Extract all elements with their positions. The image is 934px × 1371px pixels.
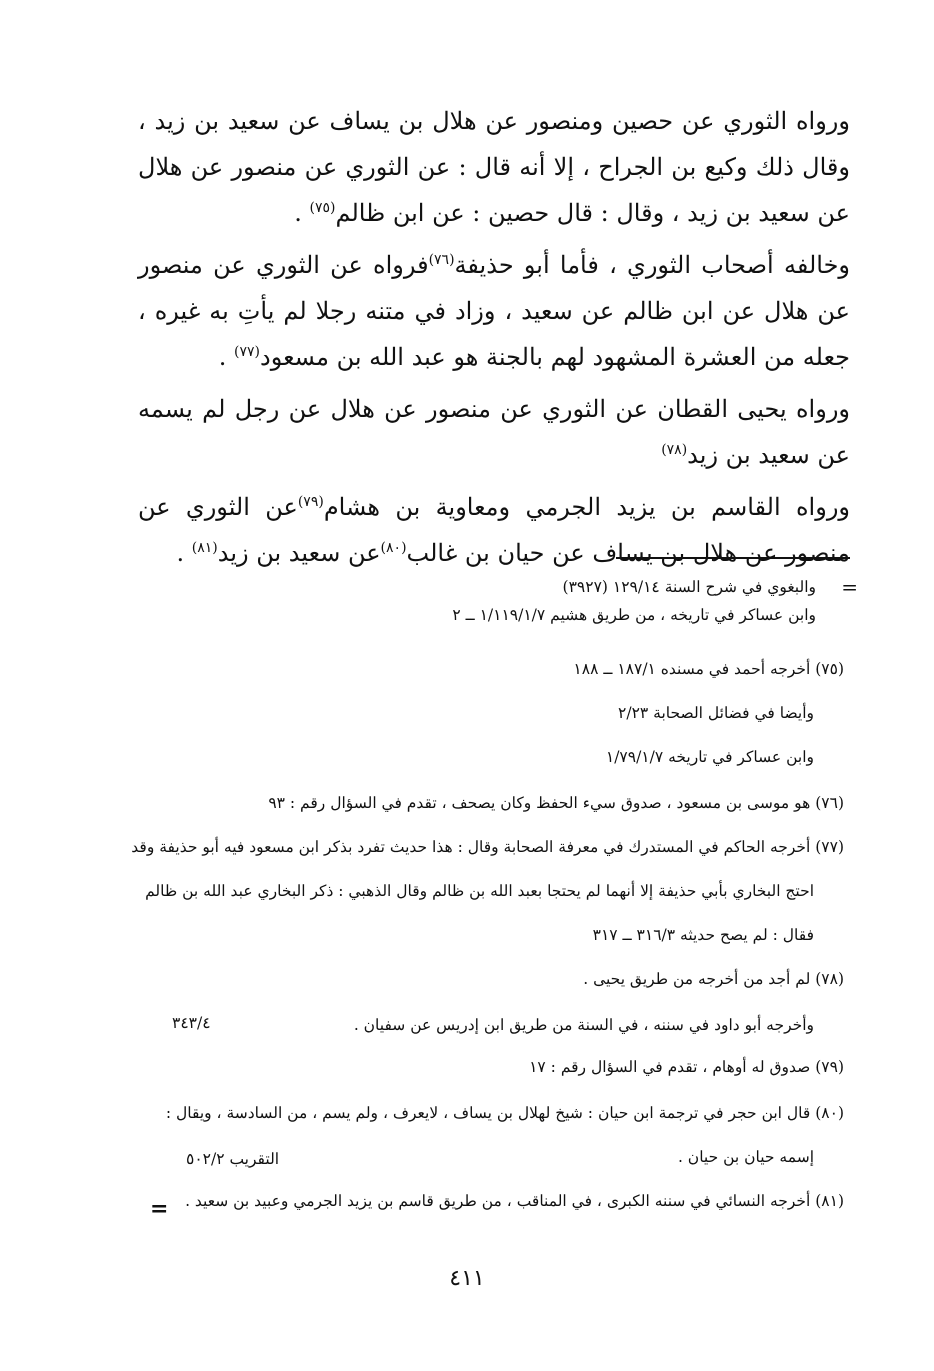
continuation-mark-end: = [150, 1196, 169, 1222]
footnote-ref-75: (٧٥) [309, 200, 336, 216]
text-run: ورواه الثوري عن حصين ومنصور عن هلال بن يساف عن سعيد بن زيد ، وقال ذلك وكيع بن الجراح ، إلا أنه قال : عن الثوري عن منصور عن هلال عن سعيد بن زيد ، وقال : قال حصين : عن ابن ظالم [138, 107, 850, 227]
footnote-80-reference: التقريب ٥٠٢/٢ [186, 1150, 280, 1168]
footnote-ref-76: (٧٦) [428, 252, 455, 268]
footnote-continuation-line: والبغوي في شرح السنة ١٢٩/١٤ (٣٩٢٧) [562, 578, 816, 596]
main-text [138, 98, 850, 576]
footnote-78: (٧٨) لم أجد من أخرجه من طريق يحيى . [583, 970, 844, 988]
footnote-77-line: فقال : لم يصح حديثه ٣١٦/٣ ــ ٣١٧ [592, 926, 814, 944]
text-run: فرواه عن الثوري عن منصور عن هلال عن ابن ظالم عن سعيد ، وزاد في متنه رجلا لم يأتِ به غيره ، جعله من العشرة المشهود لهم بالجنة هو عبد الله بن مسعود [138, 251, 850, 371]
footnote-76: (٧٦) هو موسى بن مسعود ، صدوق سيء الحفظ وكان يصحف ، تقدم في السؤال رقم : ٩٣ [268, 794, 844, 812]
paragraph-4 [138, 484, 850, 576]
footnote-continuation-line: وابن عساكر في تاريخه ، من طريق هشيم ١/١١٩/١/٧ ــ ٢ [452, 606, 816, 624]
footnote-80-line: إسمه حيان بن حيان . [677, 1148, 814, 1166]
footnote-ref-78: (٧٨) [661, 442, 688, 458]
footnote-separator [616, 557, 850, 559]
page-number: ٤١١ [449, 1266, 485, 1291]
footnote-78-reference: ٣٤٣/٤ [172, 1014, 211, 1032]
paragraph-1 [138, 98, 850, 236]
text-run: . [176, 539, 192, 567]
footnote-75-line: وأيضا في فضائل الصحابة ٢/٢٣ [618, 704, 814, 722]
footnote-80: (٨٠) قال ابن حجر في ترجمة ابن حيان : شيخ لهلال بن يساف ، لايعرف ، ولم يسم ، من السادسة ، ويقال : [165, 1104, 844, 1122]
text-run: عن الثوري عن منصور عن هلال بن يساف عن حيان بن غالب [138, 493, 850, 567]
footnote-ref-81: (٨١) [191, 540, 218, 556]
text-run: وخالفه أصحاب الثوري ، فأما أبو حذيفة [454, 251, 851, 279]
text-run: . [218, 343, 235, 371]
footnote-ref-80: (٨٠) [380, 540, 407, 556]
footnote-75-line: وابن عساكر في تاريخه ١/٧٩/١/٧ [605, 748, 814, 766]
footnote-ref-77: (٧٧) [234, 344, 261, 360]
footnote-75: (٧٥) أخرجه أحمد في مسنده ١٨٧/١ ــ ١٨٨ [573, 660, 844, 678]
footnote-79: (٧٩) صدوق له أوهام ، تقدم في السؤال رقم : ١٧ [529, 1058, 844, 1076]
footnote-ref-79: (٧٩) [297, 494, 324, 510]
text-run: . [294, 199, 310, 227]
footnote-78-line: وأخرجه أبو داود في سننه ، في السنة من طريق ابن إدريس عن سفيان . [353, 1016, 814, 1034]
footnote-81: (٨١) أخرجه النسائي في سننه الكبرى ، في المناقب ، من طريق قاسم بن يزيد الجرمي وعبيد بن سعيد . [185, 1192, 844, 1210]
text-run: ورواه القاسم بن يزيد الجرمي ومعاوية بن هشام [323, 493, 850, 521]
footnote-77-line: احتج البخاري بأبي حذيفة إلا أنهما لم يحتجا بعبد الله بن ظالم وقال الذهبي : ذكر البخاري عبد الله بن ظالم [145, 882, 814, 900]
footnote-77: (٧٧) أخرجه الحاكم في المستدرك في معرفة الصحابة وقال : هذا حديث تفرد بذكر ابن مسعود فيه أبو حذيفة وقد [131, 838, 844, 856]
text-run: عن سعيد بن زيد [217, 539, 381, 567]
paragraph-2 [138, 242, 850, 380]
continuation-mark: = [841, 575, 858, 599]
paragraph-3 [138, 386, 850, 478]
text-run: ورواه يحيى القطان عن الثوري عن منصور عن هلال عن رجل لم يسمه عن سعيد بن زيد [138, 395, 850, 469]
